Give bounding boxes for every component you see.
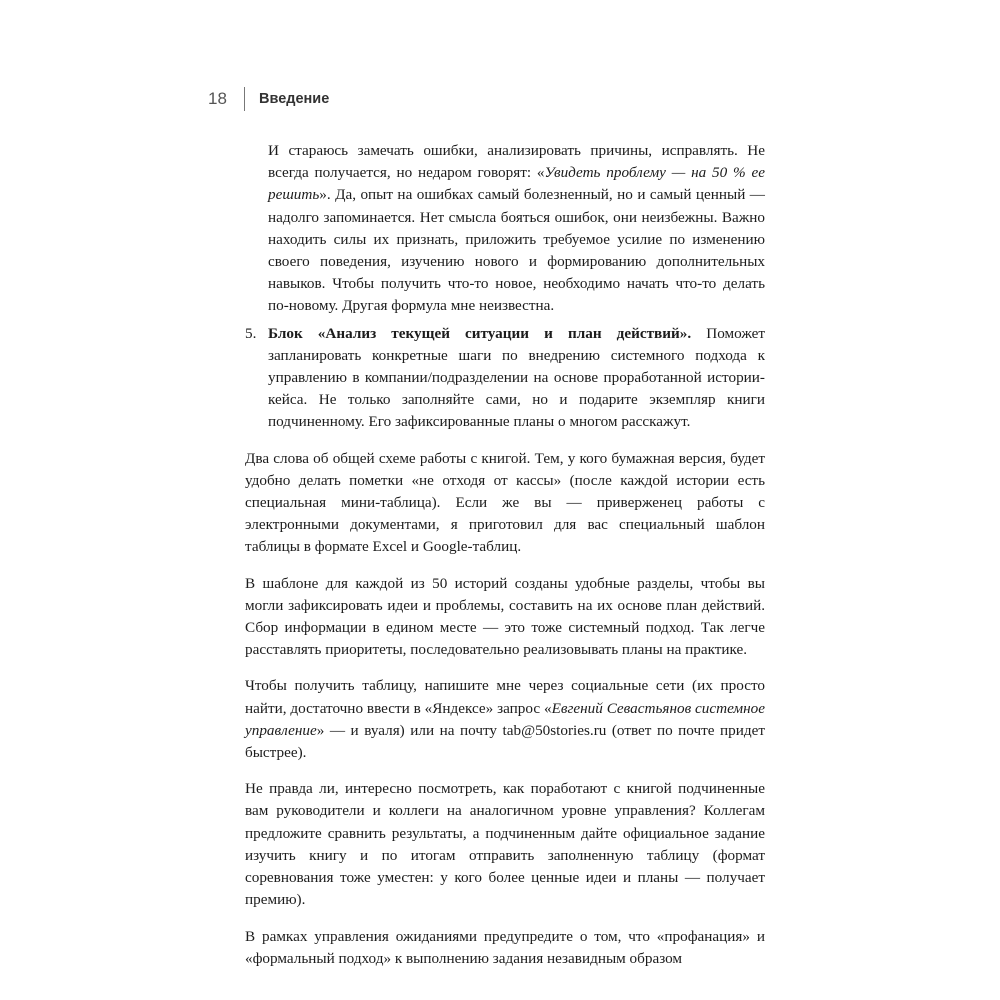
header-divider [244, 87, 245, 111]
paragraph-template: В шаблоне для каждой из 50 историй созданы удобные разделы, чтобы вы могли зафиксировать идеи и проблемы, составить на их основе план действий. Сбор информации в едином месте — это тоже системный подход. Так легче расставлять приоритеты, последовательно реализовывать планы на практике. [245, 574, 765, 659]
section-title: Введение [259, 91, 330, 107]
paragraph-workflow: Два слова об общей схеме работы с книгой. Тем, у кого бумажная версия, будет удобно делать пометки «не отходя от кассы» (после каждой истории есть специальная мини-таблица). Если же вы — приверженец работы с электронными документами, я приготовил для вас специальный шаблон таблицы в формате Excel и Google-таблиц. [245, 449, 765, 556]
running-header [208, 86, 329, 112]
list-item-5: 5. Блок «Анализ текущей ситуации и план действий». Поможет запланировать конкретные шаги по внедрению системного подхода к управлению в компании/подразделении на основе проработанной истории-кейса. Не только заполняйте сами, но и подарите экземпляр книги подчиненному. Его зафиксированные планы о многом расскажут. [245, 324, 765, 431]
page-body [245, 140, 765, 970]
paragraph-intro: И стараюсь замечать ошибки, анализировать причины, исправлять. Не всегда получается, но недаром говорят: «Увидеть проблему — на 50 % ее решить». Да, опыт на ошибках самый болезненный, но и самый ценный — надолго запоминается. Нет смысла бояться ошибок, они неизбежны. Важно находить силы их признать, приложить требуемое усилие по изменению своего поведения, изучению нового и формированию дополнительных навыков. Чтобы получить что-то новое, необходимо начать что-то делать по-новому. Другая формула мне неизвестна. [268, 142, 765, 315]
list-number: 5. [245, 324, 257, 342]
paragraph-get-table: Чтобы получить таблицу, напишите мне через социальные сети (их просто найти, достаточно ввести в «Яндексе» запрос «Евгений Севастьянов системное управление» — и вуаля) или на почту tab@50stories.ru (ответ по почте придет быстрее). [245, 677, 765, 762]
quote-italic: Увидеть проблему — на 50 % ее решить [268, 164, 765, 204]
page-number: 18 [208, 89, 227, 108]
paragraph-colleagues: Не правда ли, интересно посмотреть, как поработают с книгой подчиненные вам руководители и коллеги на аналогичном уровне управления? Коллегам предложите сравнить результаты, а подчиненным дайте официальное задание изучить книгу и по итогам отправить заполненную таблицу (формат соревнования тоже уместен: у кого более ценные идеи и планы — получает премию). [245, 780, 765, 909]
paragraph-expectations: В рамках управления ожиданиями предупредите о том, что «профанация» и «формальный подход» к выполнению задания незавидным образом [245, 927, 765, 967]
list-item-heading: Блок «Анализ текущей ситуации и план действий». [268, 324, 692, 342]
search-query-italic: Евгений Севастьянов системное управление [245, 699, 765, 739]
